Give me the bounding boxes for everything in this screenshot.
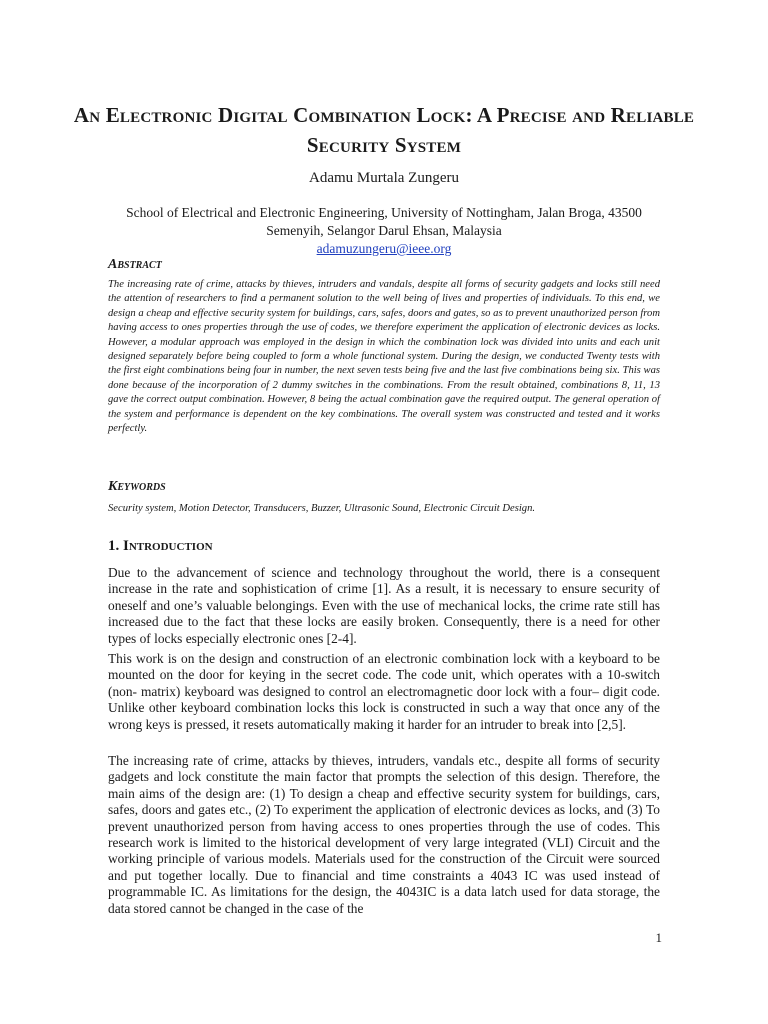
abstract-heading: Abstract — [108, 257, 162, 272]
affiliation-block — [100, 204, 668, 258]
intro-paragraph-3: The increasing rate of crime, attacks by thieves, intruders, vandals etc., despite all forms of security gadgets and lock constitute the main factor that prompts the selection of this design. Therefore, the main aims of the design are: (1) To design a cheap and effective security system for buildings, cars, safes, doors and gates etc., (2) To experiment the application of electronic devices as locks, and (3) To prevent unauthorized person from having access to ones properties through the use of codes. This research work is limited to the historical development of very large integrated (VLI) Circuit and the working principle of various models. Materials used for the construction of the Circuit were sourced and put together locally. Due to financial and time constraints a 4043 IC was used instead of programmable IC. As limitations for the design, the 4043IC is a data latch used for data storage, the data stored cannot be changed in the case of the — [108, 753, 660, 916]
introduction-heading: 1. Introduction — [108, 538, 213, 554]
keywords-heading: Keywords — [108, 479, 166, 494]
keywords-text: Security system, Motion Detector, Transducers, Buzzer, Ultrasonic Sound, Electronic Circuit Design. — [108, 503, 536, 514]
paper-title: An Electronic Digital Combination Lock: A Precise and Reliable Security System — [73, 103, 695, 157]
author-name: Adamu Murtala Zungeru — [309, 170, 459, 186]
intro-paragraph-1: Due to the advancement of science and technology throughout the world, there is a consequent increase in the rate and sophistication of crime [1]. As a result, it is necessary to ensure security of oneself and one’s valuable belongings. Even with the use of mechanical locks, the crime rate still has increased due to the fact that these locks are easily broken. Consequently, there is a need for other types of locks especially electronic ones [2-4]. — [108, 565, 660, 646]
affiliation-text: School of Electrical and Electronic Engineering, University of Nottingham, Jalan Broga, 43500 Semenyih, Selangor Darul Ehsan, Malaysia — [126, 205, 642, 238]
intro-paragraph-2: This work is on the design and construction of an electronic combination lock with a keyboard to be mounted on the door for keying in the secret code. The code unit, which operates with a 10-switch (non- matrix) keyboard was designed to control an electromagnetic door lock with a four– digit code. Unlike other keyboard combination locks this lock is constructed in such a way that once any of the wrong keys is pressed, it resets automatically making it harder for an intruder to break into [2,5]. — [108, 651, 660, 732]
abstract-text: The increasing rate of crime, attacks by thieves, intruders and vandals, despite all forms of security gadgets and locks still need the attention of researchers to find a permanent solution to the well being of lives and properties of individuals. To this end, we design a cheap and effective security system for buildings, cars, safes, doors and gates, so as to prevent unauthorized person from having access to ones properties through the use of codes, we therefore experiment the application of electronic devices as locks. However, a modular approach was employed in the design in which the combination lock was divided into units and each unit designed separately before being coupled to form a whole functional system. During the design, we conducted Twenty tests with the first eight combinations being four in number, the next seven tests being five and the last five combinations being six. This was done because of the incorporation of 2 dummy switches in the combinations. From the result obtained, combinations 8, 11, 13 gave the correct output combination. However, 8 being the actual combination gave the required output. The general operation of the system and performance is dependent on the key combinations. The overall system was constructed and tested and it works perfectly. — [108, 279, 660, 435]
page-number: 1 — [655, 930, 662, 945]
author-email-link[interactable]: adamuzungeru@ieee.org — [316, 241, 452, 256]
